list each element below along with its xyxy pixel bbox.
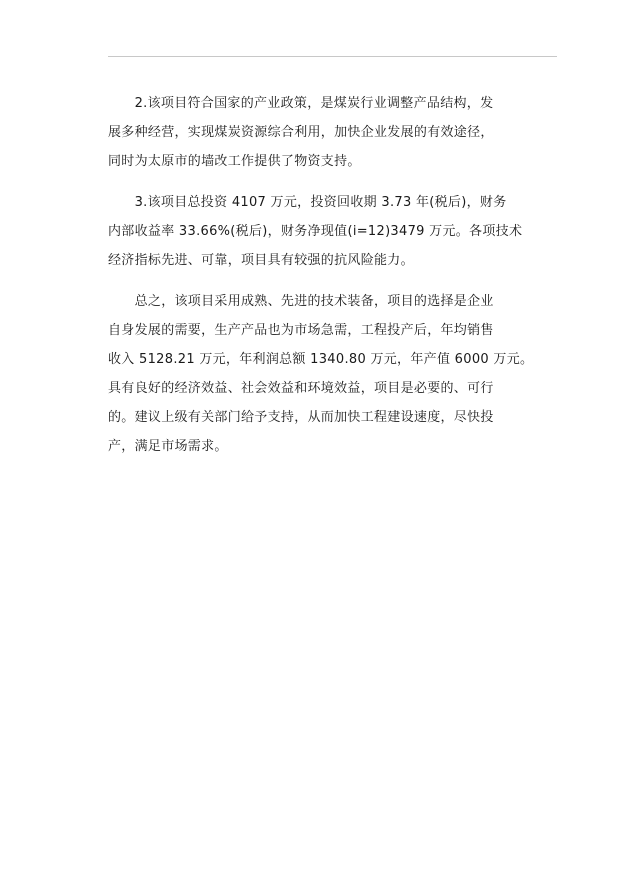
paragraph-policy [108,89,548,176]
text-line: 经济指标先进、可靠，项目具有较强的抗风险能力。 [108,253,414,268]
text-line: 收入 5128.21 万元，年利润总额 1340.80 万元，年产值 6000 万元。 [108,352,534,367]
paragraph-investment [108,188,548,275]
header-rule [108,56,557,57]
text-line: 自身发展的需要，生产产品也为市场急需，工程投产后，年均销售 [108,323,494,338]
text-line: 的。建议上级有关部门给予支持，从而加快工程建设速度，尽快投 [108,410,494,425]
text-line: 2.该项目符合国家的产业政策，是煤炭行业调整产品结构，发 [108,96,494,111]
text-line: 总之，该项目采用成熟、先进的技术装备，项目的选择是企业 [108,294,494,309]
text-line: 内部收益率 33.66%(税后)，财务净现值(i=12)3479 万元。各项技术 [108,224,523,239]
text-line: 展多种经营，实现煤炭资源综合利用，加快企业发展的有效途径， [108,125,494,140]
text-line: 同时为太原市的墙改工作提供了物资支持。 [108,154,361,169]
paragraph-conclusion [108,287,548,461]
text-line: 具有良好的经济效益、社会效益和环境效益，项目是必要的、可行 [108,381,494,396]
text-line: 产，满足市场需求。 [108,439,228,454]
text-line: 3.该项目总投资 4107 万元，投资回收期 3.73 年(税后)，财务 [108,195,507,210]
